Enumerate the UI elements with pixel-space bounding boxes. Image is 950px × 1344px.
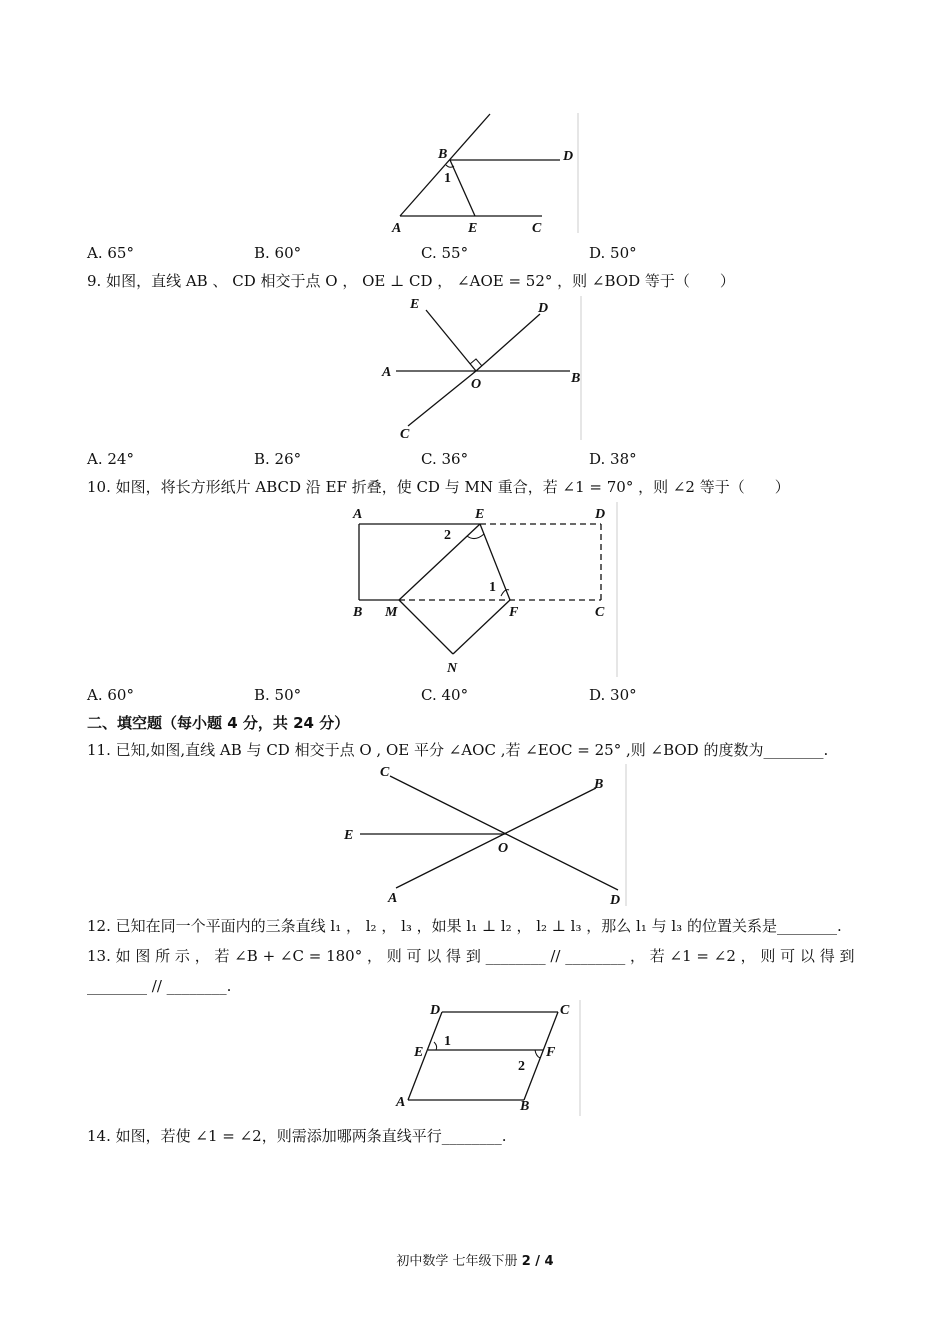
q10-option-b: B. 50° <box>254 686 302 704</box>
q14-question: 14. 如图，若使 ∠1 = ∠2，则需添加哪两条直线平行________. <box>87 1127 507 1145</box>
footer-page-number: 2 / 4 <box>521 1254 554 1269</box>
q13-label-f: F <box>546 1045 556 1060</box>
q13-label-c: C <box>560 1003 570 1018</box>
q11-label-c: C <box>380 765 390 780</box>
q13-label-d: D <box>430 1003 441 1018</box>
q8-option-a: A. 65° <box>87 244 134 262</box>
q9-label-a: A <box>382 365 392 380</box>
q9-option-d: D. 38° <box>589 450 637 468</box>
q13-label-a: A <box>396 1095 406 1110</box>
q13-label-e: E <box>414 1045 424 1060</box>
section-fill-in-heading: 二、填空题（每小题 4 分，共 24 分） <box>87 714 350 732</box>
q10-label-n: N <box>447 661 458 676</box>
q12-question: 12. 已知在同一个平面内的三条直线 l₁ ， l₂ ， l₃ ，如果 l₁ ⊥ l₂ ， l₂ ⊥ l₃ ，那么 l₁ 与 l₃ 的位置关系是________. <box>87 917 842 935</box>
q11-label-b: B <box>594 777 604 792</box>
q8-label-a: A <box>392 221 402 236</box>
q9-option-c: C. 36° <box>421 450 469 468</box>
q13-label-1: 1 <box>444 1034 451 1049</box>
q8-label-d: D <box>563 149 574 164</box>
q10-question: 10. 如图，将长方形纸片 ABCD 沿 EF 折叠，使 CD 与 MN 重合，若 ∠1 = 70° ，则 ∠2 等于（ ） <box>87 478 790 496</box>
q9-label-d: D <box>538 301 549 316</box>
q9-label-e: E <box>410 297 420 312</box>
q8-label-1: 1 <box>444 171 451 186</box>
q13-label-2: 2 <box>518 1059 525 1074</box>
q10-label-1: 1 <box>489 580 496 595</box>
q8-label-e: E <box>468 221 478 236</box>
q8-option-c: C. 55° <box>421 244 469 262</box>
q11-label-o: O <box>498 841 509 856</box>
q10-option-c: C. 40° <box>421 686 469 704</box>
q9-label-c: C <box>400 427 410 442</box>
q11-label-d: D <box>610 893 621 908</box>
q8-figure <box>380 108 590 238</box>
q8-label-b: B <box>438 147 448 162</box>
q10-label-c: C <box>595 605 605 620</box>
q13-label-b: B <box>520 1099 530 1114</box>
page-footer <box>0 1250 950 1269</box>
q10-label-a: A <box>353 507 363 522</box>
q10-option-d: D. 30° <box>589 686 637 704</box>
q10-label-2: 2 <box>444 528 451 543</box>
q13-question-line2: ________ // ________. <box>87 977 232 995</box>
q13-figure <box>390 998 590 1118</box>
q10-label-b: B <box>353 605 363 620</box>
q10-label-m: M <box>385 605 398 620</box>
footer-course: 初中数学 七年级下册 <box>396 1254 518 1269</box>
q9-option-b: B. 26° <box>254 450 302 468</box>
q11-label-e: E <box>344 828 354 843</box>
q9-figure <box>378 294 588 444</box>
q10-label-d: D <box>595 507 606 522</box>
q10-label-f: F <box>509 605 519 620</box>
q8-option-d: D. 50° <box>589 244 637 262</box>
q10-label-e: E <box>475 507 485 522</box>
q10-option-a: A. 60° <box>87 686 134 704</box>
q11-question: 11. 已知,如图,直线 AB 与 CD 相交于点 O , OE 平分 ∠AOC ,若 ∠EOC = 25° ,则 ∠BOD 的度数为________. <box>87 741 829 759</box>
q8-option-b: B. 60° <box>254 244 302 262</box>
q9-label-o: O <box>471 377 482 392</box>
q11-figure <box>340 760 630 910</box>
q8-label-c: C <box>532 221 542 236</box>
q9-question: 9. 如图，直线 AB 、 CD 相交于点 O ， OE ⊥ CD ， ∠AOE = 52° ，则 ∠BOD 等于（ ） <box>87 272 735 290</box>
q9-option-a: A. 24° <box>87 450 134 468</box>
q9-label-b: B <box>571 371 581 386</box>
q11-label-a: A <box>388 891 398 906</box>
q13-question-line1: 13. 如 图 所 示 ， 若 ∠B + ∠C = 180° ， 则 可 以 得 到 ________ // ________ ， 若 ∠1 = ∠2 ， 则 可 以 得 到 <box>87 947 855 965</box>
q10-figure <box>345 502 625 682</box>
